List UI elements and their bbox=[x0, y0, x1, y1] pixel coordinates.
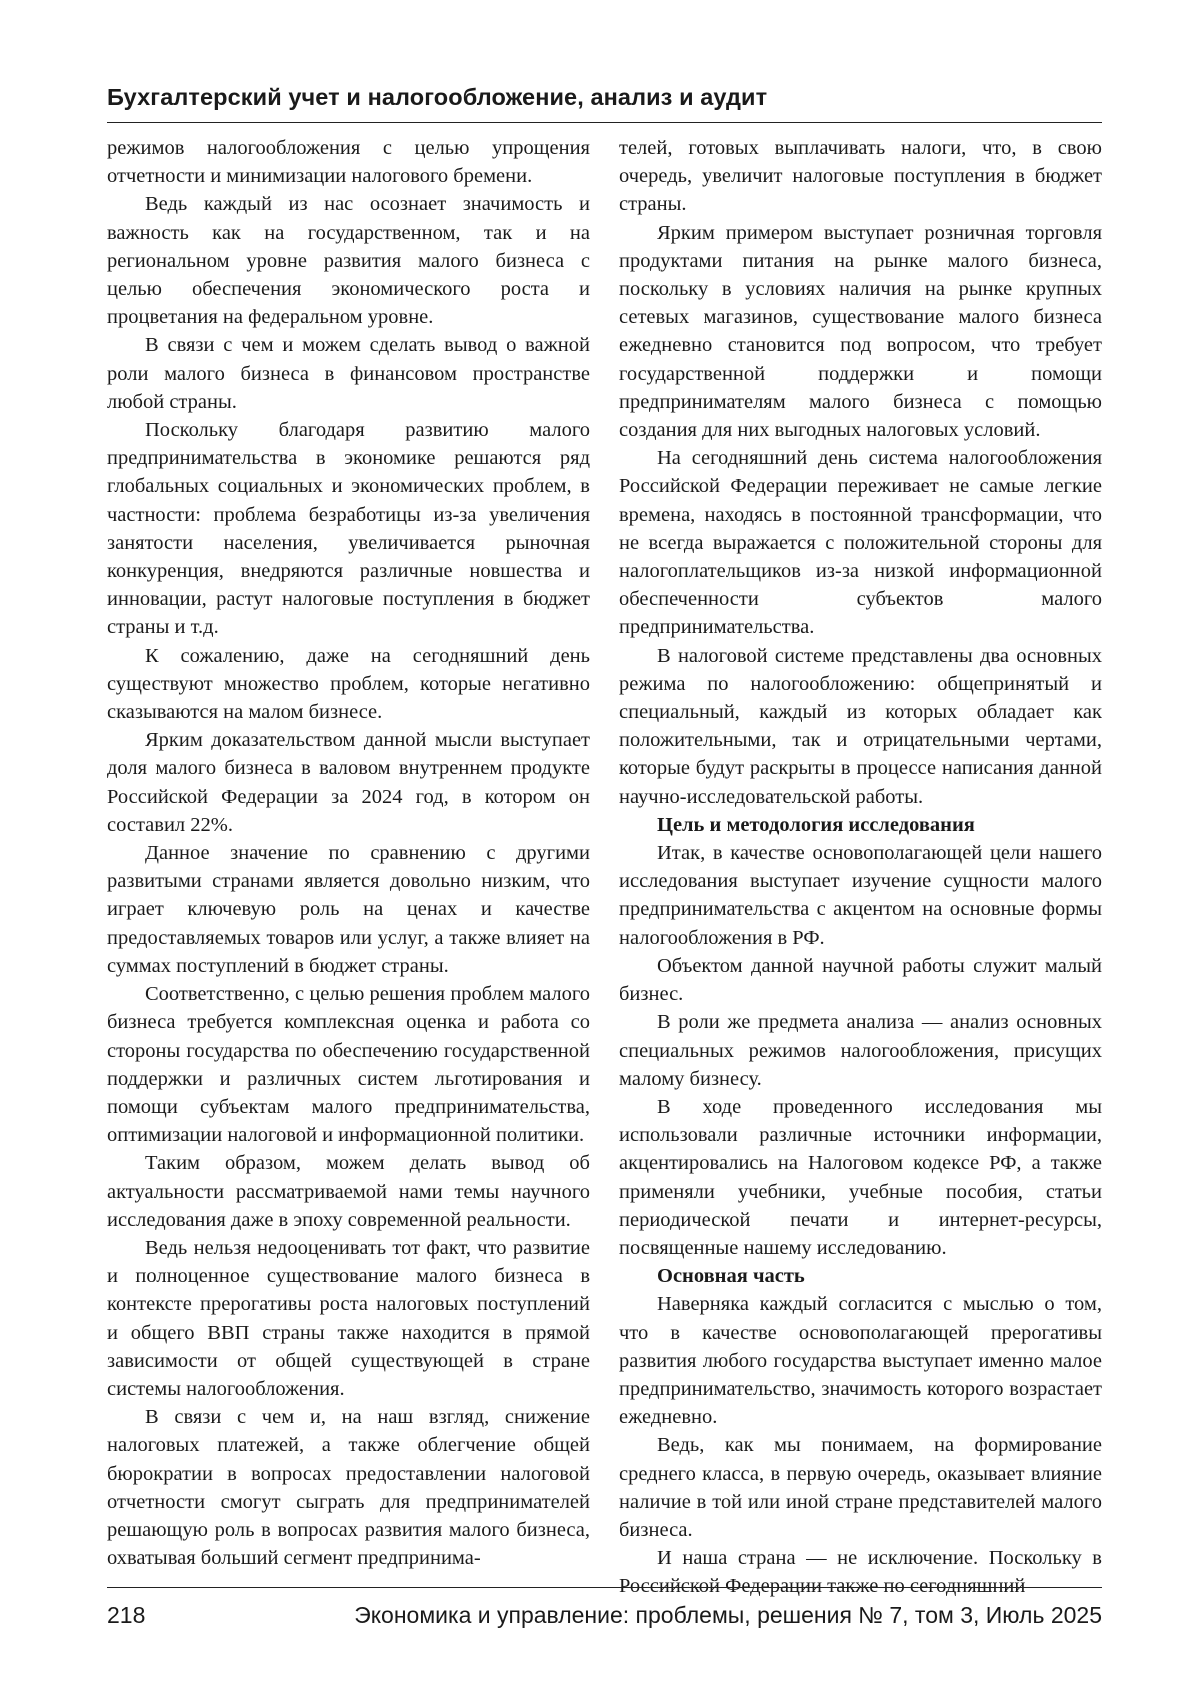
section-heading: Цель и методология исследования bbox=[657, 813, 975, 836]
paragraph: Объектом данной научной работы служит малый бизнес. bbox=[619, 954, 1102, 1006]
section-heading: Основная часть bbox=[657, 1265, 805, 1288]
paragraph: Ведь каждый из нас осознает значимость и важность как на государственном, так и на региональном уровне развития малого бизнеса с целью обеспечения экономического роста и процветания на федеральном уровне. bbox=[107, 193, 590, 329]
paragraph: В связи с чем и можем сделать вывод о важной роли малого бизнеса в финансовом пространстве любой страны. bbox=[107, 334, 590, 413]
paragraph: Ведь нельзя недооценивать тот факт, что развитие и полноценное существование малого бизнеса в контексте прерогативы роста налоговых поступлений и общего ВВП страны также находится в прямой зависимости от общей существующей в стране системы налогообложения. bbox=[107, 1236, 590, 1400]
paragraph: В налоговой системе представлены два основных режима по налогообложению: общепринятый и специальный, каждый из которых обладает как положительными, так и отрицательными чертами, которые будут раскрыты в процессе написания данной научно-исследовательской работы. bbox=[619, 644, 1102, 808]
footer-rule bbox=[107, 1587, 1102, 1588]
paragraph: В ходе проведенного исследования мы использовали различные источники информации, акцентировались на Налоговом кодексе РФ, а также применяли учебники, учебные пособия, статьи периодической печати и интернет-ресурсы, посвященные нашему исследованию. bbox=[619, 1095, 1102, 1259]
paragraph: Ведь, как мы понимаем, на формирование среднего класса, в первую очередь, оказывает влияние наличие в той или иной стране представителей малого бизнеса. bbox=[619, 1434, 1102, 1541]
paragraph: режимов налогообложения с целью упрощения отчетности и минимизации налогового бремени. bbox=[107, 137, 590, 188]
paragraph: На сегодняшний день система налогообложения Российской Федерации переживает не самые легкие времена, находясь в постоянной трансформации, что не всегда выражается с положительной стороны для налогоплательщиков из-за низкой информационной обеспеченности субъектов малого предпринимательства. bbox=[619, 447, 1102, 639]
right-column bbox=[619, 134, 1102, 1601]
header-rule bbox=[107, 122, 1102, 123]
paragraph: телей, готовых выплачивать налоги, что, в свою очередь, увеличит налоговые поступления в бюджет страны. bbox=[619, 137, 1102, 216]
paragraph: Поскольку благодаря развитию малого предпринимательства в экономике решаются ряд глобальных социальных и экономических проблем, в частности: проблема безработицы из-за увеличения занятости населения, увеличивается рыночная конкуренция, внедряются различные новшества и инновации, растут налоговые поступления в бюджет страны и т.д. bbox=[107, 419, 590, 639]
journal-title: Экономика и управление: проблемы, решения № 7, том 3, Июль 2025 bbox=[354, 1602, 1102, 1628]
paragraph: Данное значение по сравнению с другими развитыми странами является довольно низким, что играет ключевую роль на ценах и качестве предоставляемых товаров или услуг, а также влияет на суммах поступлений в бюджет страны. bbox=[107, 842, 590, 977]
left-column bbox=[107, 134, 590, 1572]
page-number: 218 bbox=[107, 1602, 146, 1628]
paragraph: Наверняка каждый согласится с мыслью о том, что в качестве основополагающей прерогативы развития любого государства выступает именно малое предпринимательство, значимость которого возрастает ежедневно. bbox=[619, 1293, 1102, 1429]
paragraph: Итак, в качестве основополагающей цели нашего исследования выступает изучение сущности малого предпринимательства с акцентом на основные формы налогообложения в РФ. bbox=[619, 842, 1102, 949]
running-header: Бухгалтерский учет и налогообложение, анализ и аудит bbox=[107, 84, 768, 110]
paragraph: К сожалению, даже на сегодняшний день существуют множество проблем, которые негативно сказываются на малом бизнесе. bbox=[107, 644, 590, 724]
paragraph: Ярким примером выступает розничная торговля продуктами питания на рынке малого бизнеса, поскольку в условиях наличия на рынке крупных сетевых магазинов, существование малого бизнеса ежедневно становится под вопросом, что требует государственной поддержки и помощи предпринимателям малого бизнеса с помощью создания для них выгодных налоговых условий. bbox=[619, 221, 1102, 442]
paragraph: Ярким доказательством данной мысли выступает доля малого бизнеса в валовом внутреннем продукте Российской Федерации за 2024 год, в котором он составил 22%. bbox=[107, 729, 590, 836]
paragraph: И наша страна — не исключение. Поскольку в Российской Федерации также по сегодняшний bbox=[619, 1547, 1102, 1598]
paragraph: В роли же предмета анализа — анализ основных специальных режимов налогообложения, присущих малому бизнесу. bbox=[619, 1011, 1102, 1090]
paragraph: Таким образом, можем делать вывод об актуальности рассматриваемой нами темы научного исследования даже в эпоху современной реальности. bbox=[107, 1152, 590, 1231]
paragraph: В связи с чем и, на наш взгляд, снижение налоговых платежей, а также облегчение общей бюрократии в вопросах предоставлении налоговой отчетности смогут сыграть для предпринимателей решающую роль в вопросах развития малого бизнеса, охватывая больший сегмент предпринима- bbox=[107, 1406, 590, 1570]
paragraph: Соответственно, с целью решения проблем малого бизнеса требуется комплексная оценка и работа со стороны государства по обеспечению государственной поддержки и различных систем льготирования и помощи субъектам малого предпринимательства, оптимизации налоговой и информационной политики. bbox=[107, 983, 590, 1147]
